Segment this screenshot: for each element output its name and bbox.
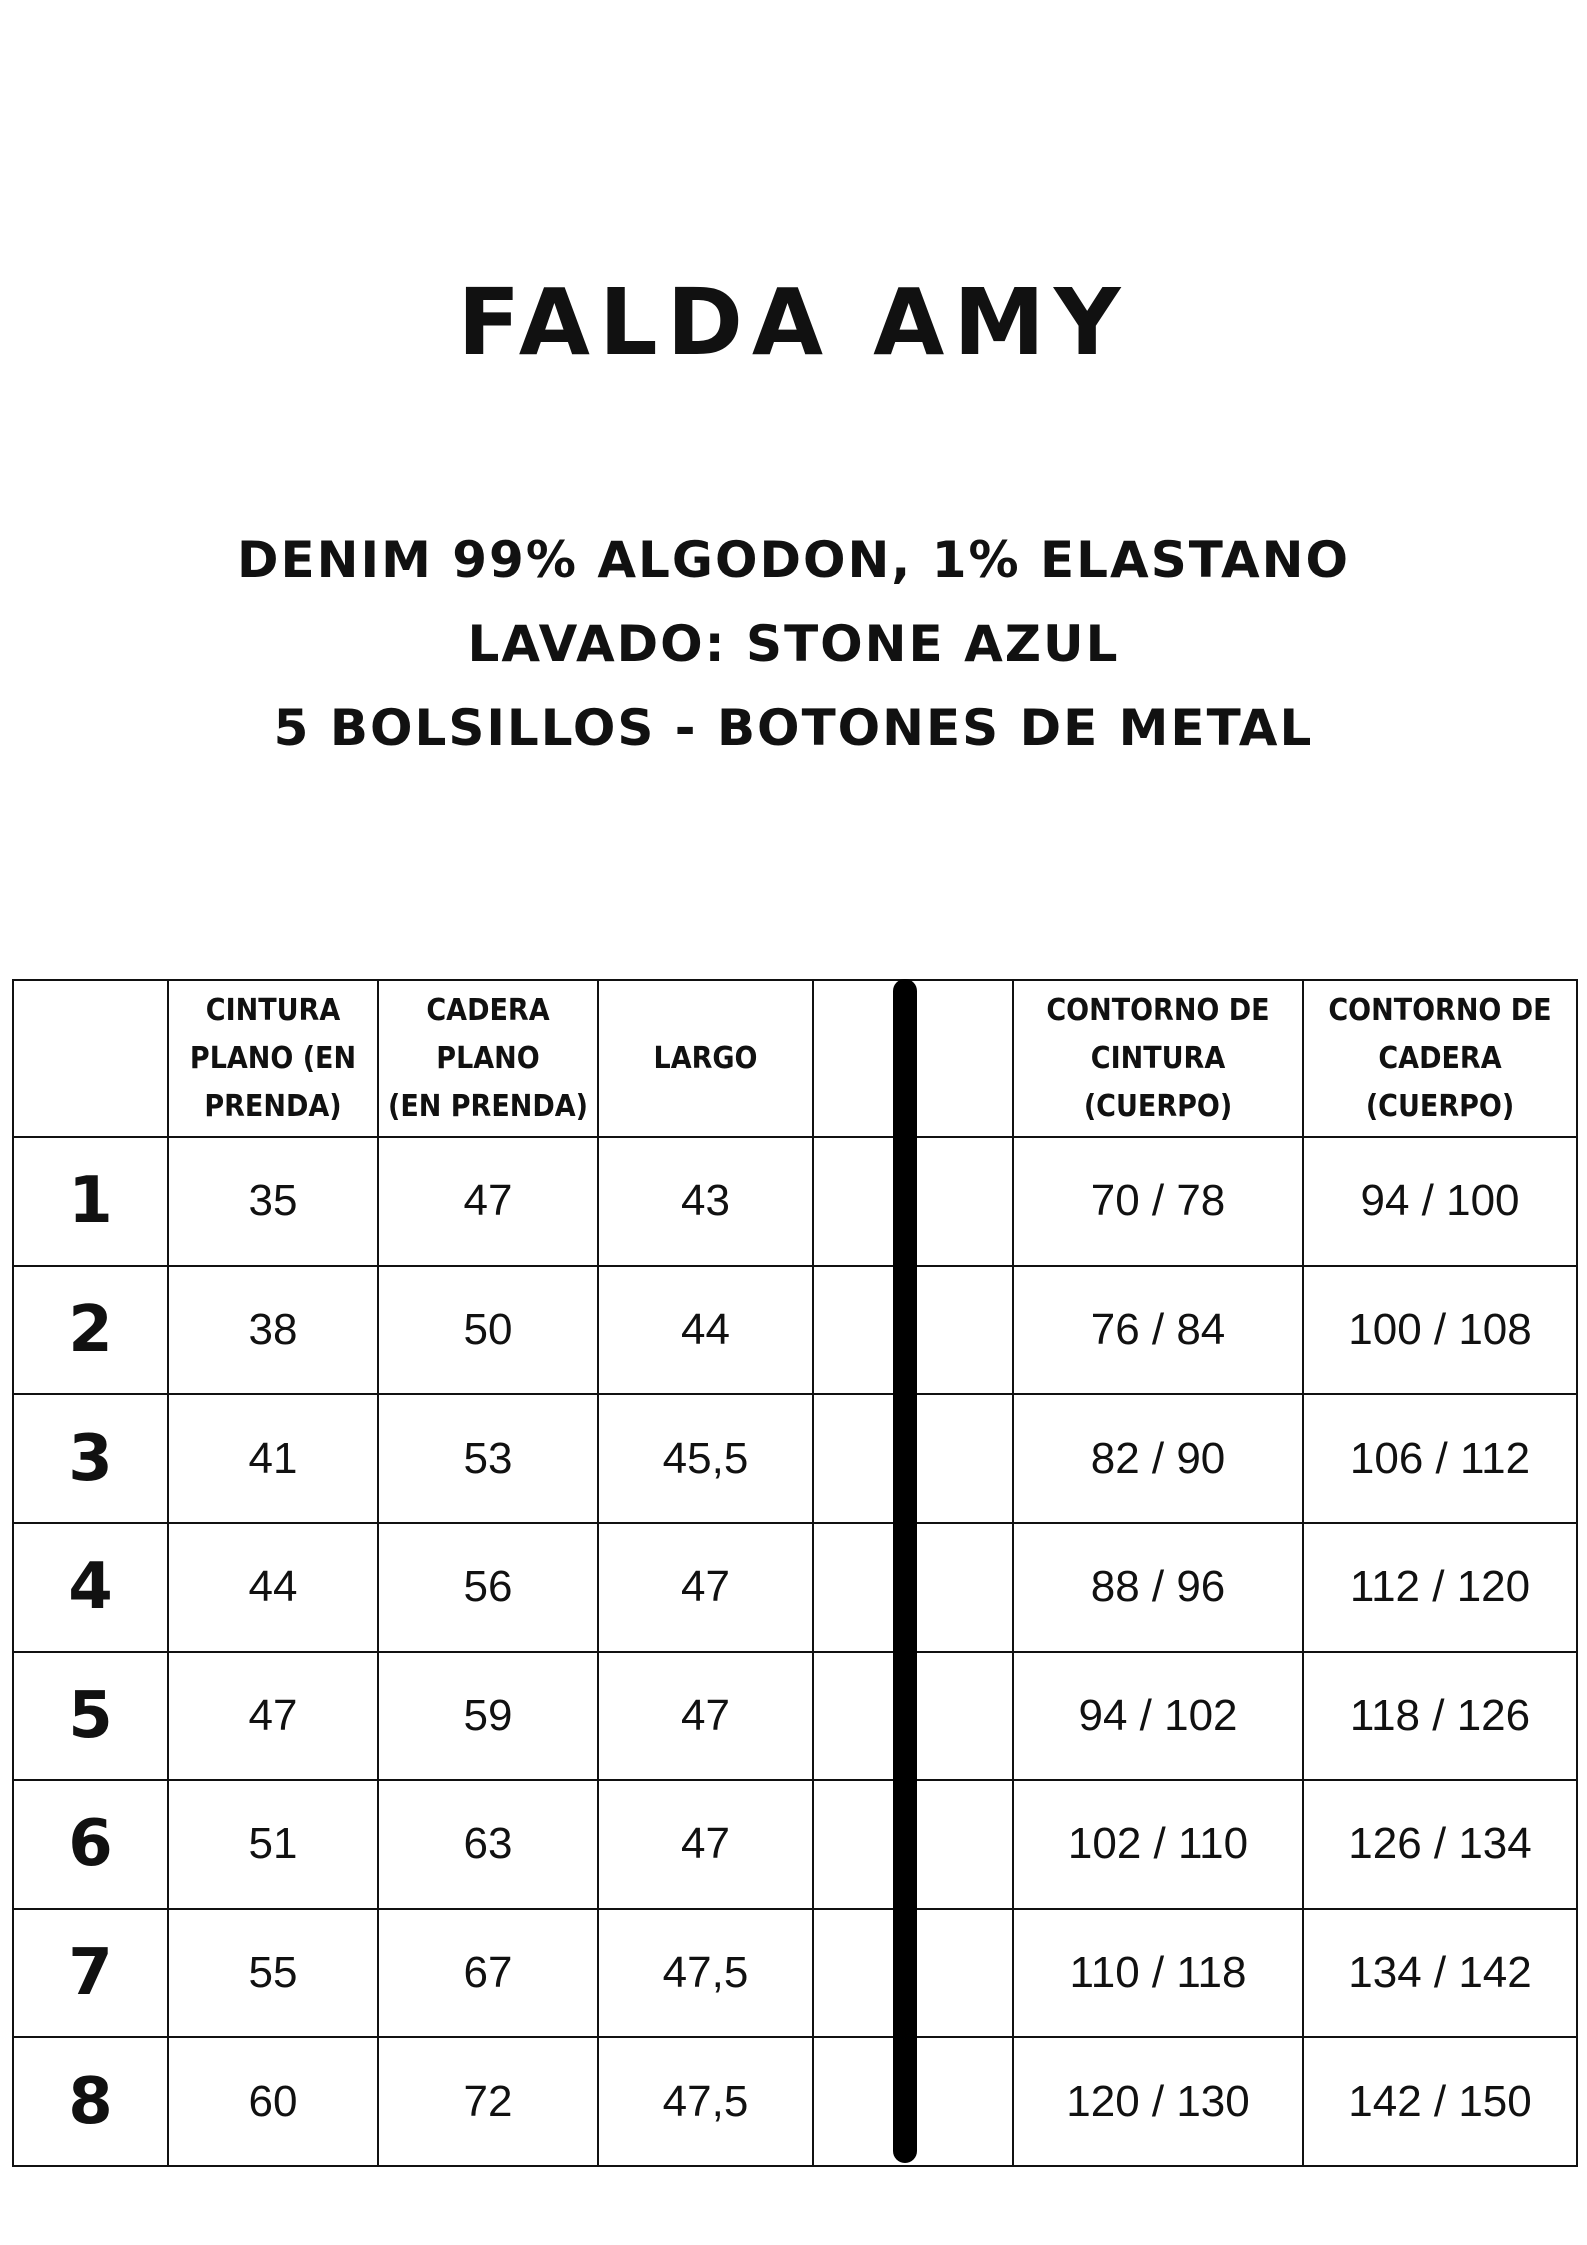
contorno-cintura-cell: 94 / 102 [1013, 1652, 1303, 1781]
largo-cell: 47 [598, 1652, 813, 1781]
header-line: CADERA [1378, 1040, 1502, 1076]
header-line: (CUERPO) [1365, 1088, 1515, 1124]
cadera-plano-cell: 56 [378, 1523, 598, 1652]
cintura-plano-cell: 38 [168, 1266, 378, 1395]
header-line: CONTORNO DE [1046, 992, 1270, 1028]
size-label: 8 [13, 2037, 168, 2166]
table-header-row [13, 980, 1577, 1137]
header-line: (CUERPO) [1083, 1088, 1233, 1124]
header-size [13, 980, 168, 1137]
header-cintura-plano [168, 980, 378, 1137]
contorno-cadera-cell: 142 / 150 [1303, 2037, 1577, 2166]
table-row [13, 1523, 1577, 1652]
spec-wash: LAVADO: STONE AZUL [467, 615, 1120, 673]
contorno-cadera-cell: 106 / 112 [1303, 1394, 1577, 1523]
cadera-plano-cell: 53 [378, 1394, 598, 1523]
contorno-cintura-cell: 102 / 110 [1013, 1780, 1303, 1909]
cintura-plano-cell: 47 [168, 1652, 378, 1781]
page-title: FALDA AMY [457, 269, 1130, 376]
size-label: 6 [13, 1780, 168, 1909]
size-label: 3 [13, 1394, 168, 1523]
contorno-cadera-cell: 94 / 100 [1303, 1137, 1577, 1266]
header-largo: LARGO [598, 980, 813, 1137]
product-specs [0, 518, 1587, 770]
contorno-cadera-cell: 126 / 134 [1303, 1780, 1577, 1909]
size-label: 7 [13, 1909, 168, 2038]
contorno-cadera-cell: 100 / 108 [1303, 1266, 1577, 1395]
largo-cell: 47,5 [598, 2037, 813, 2166]
table-row [13, 2037, 1577, 2166]
cadera-plano-cell: 67 [378, 1909, 598, 2038]
largo-cell: 47 [598, 1780, 813, 1909]
contorno-cintura-cell: 88 / 96 [1013, 1523, 1303, 1652]
cadera-plano-cell: 59 [378, 1652, 598, 1781]
cintura-plano-cell: 60 [168, 2037, 378, 2166]
header-line: CONTORNO DE [1328, 992, 1552, 1028]
size-label: 4 [13, 1523, 168, 1652]
largo-cell: 43 [598, 1137, 813, 1266]
contorno-cintura-cell: 70 / 78 [1013, 1137, 1303, 1266]
cintura-plano-cell: 44 [168, 1523, 378, 1652]
table-row [13, 1780, 1577, 1909]
cadera-plano-cell: 63 [378, 1780, 598, 1909]
header-line: (EN PRENDA) [388, 1088, 588, 1124]
spec-fabric: DENIM 99% ALGODON, 1% ELASTANO [236, 531, 1350, 589]
contorno-cintura-cell: 82 / 90 [1013, 1394, 1303, 1523]
largo-cell: 45,5 [598, 1394, 813, 1523]
spec-details: 5 BOLSILLOS - BOTONES DE METAL [273, 699, 1314, 757]
cintura-plano-cell: 51 [168, 1780, 378, 1909]
cintura-plano-cell: 35 [168, 1137, 378, 1266]
size-label: 5 [13, 1652, 168, 1781]
cintura-plano-cell: 55 [168, 1909, 378, 2038]
header-line: CADERA [426, 992, 550, 1028]
table-divider-bar [893, 979, 917, 2163]
table-row [13, 1266, 1577, 1395]
contorno-cadera-cell: 112 / 120 [1303, 1523, 1577, 1652]
header-cadera-plano [378, 980, 598, 1137]
cadera-plano-cell: 47 [378, 1137, 598, 1266]
header-contorno-cadera [1303, 980, 1577, 1137]
table-row [13, 1909, 1577, 2038]
cadera-plano-cell: 50 [378, 1266, 598, 1395]
header-line: PRENDA) [204, 1088, 342, 1124]
contorno-cintura-cell: 76 / 84 [1013, 1266, 1303, 1395]
contorno-cintura-cell: 120 / 130 [1013, 2037, 1303, 2166]
contorno-cadera-cell: 118 / 126 [1303, 1652, 1577, 1781]
contorno-cadera-cell: 134 / 142 [1303, 1909, 1577, 2038]
header-line: CINTURA [205, 992, 341, 1028]
cadera-plano-cell: 72 [378, 2037, 598, 2166]
table-row [13, 1137, 1577, 1266]
cintura-plano-cell: 41 [168, 1394, 378, 1523]
header-line: PLANO (EN [189, 1040, 357, 1076]
contorno-cintura-cell: 110 / 118 [1013, 1909, 1303, 2038]
table-row [13, 1394, 1577, 1523]
largo-cell: 47,5 [598, 1909, 813, 2038]
table-row [13, 1652, 1577, 1781]
size-chart-table [12, 979, 1578, 2167]
header-line: CINTURA [1090, 1040, 1226, 1076]
size-label: 1 [13, 1137, 168, 1266]
largo-cell: 44 [598, 1266, 813, 1395]
largo-cell: 47 [598, 1523, 813, 1652]
size-label: 2 [13, 1266, 168, 1395]
header-contorno-cintura [1013, 980, 1303, 1137]
header-line: PLANO [436, 1040, 540, 1076]
